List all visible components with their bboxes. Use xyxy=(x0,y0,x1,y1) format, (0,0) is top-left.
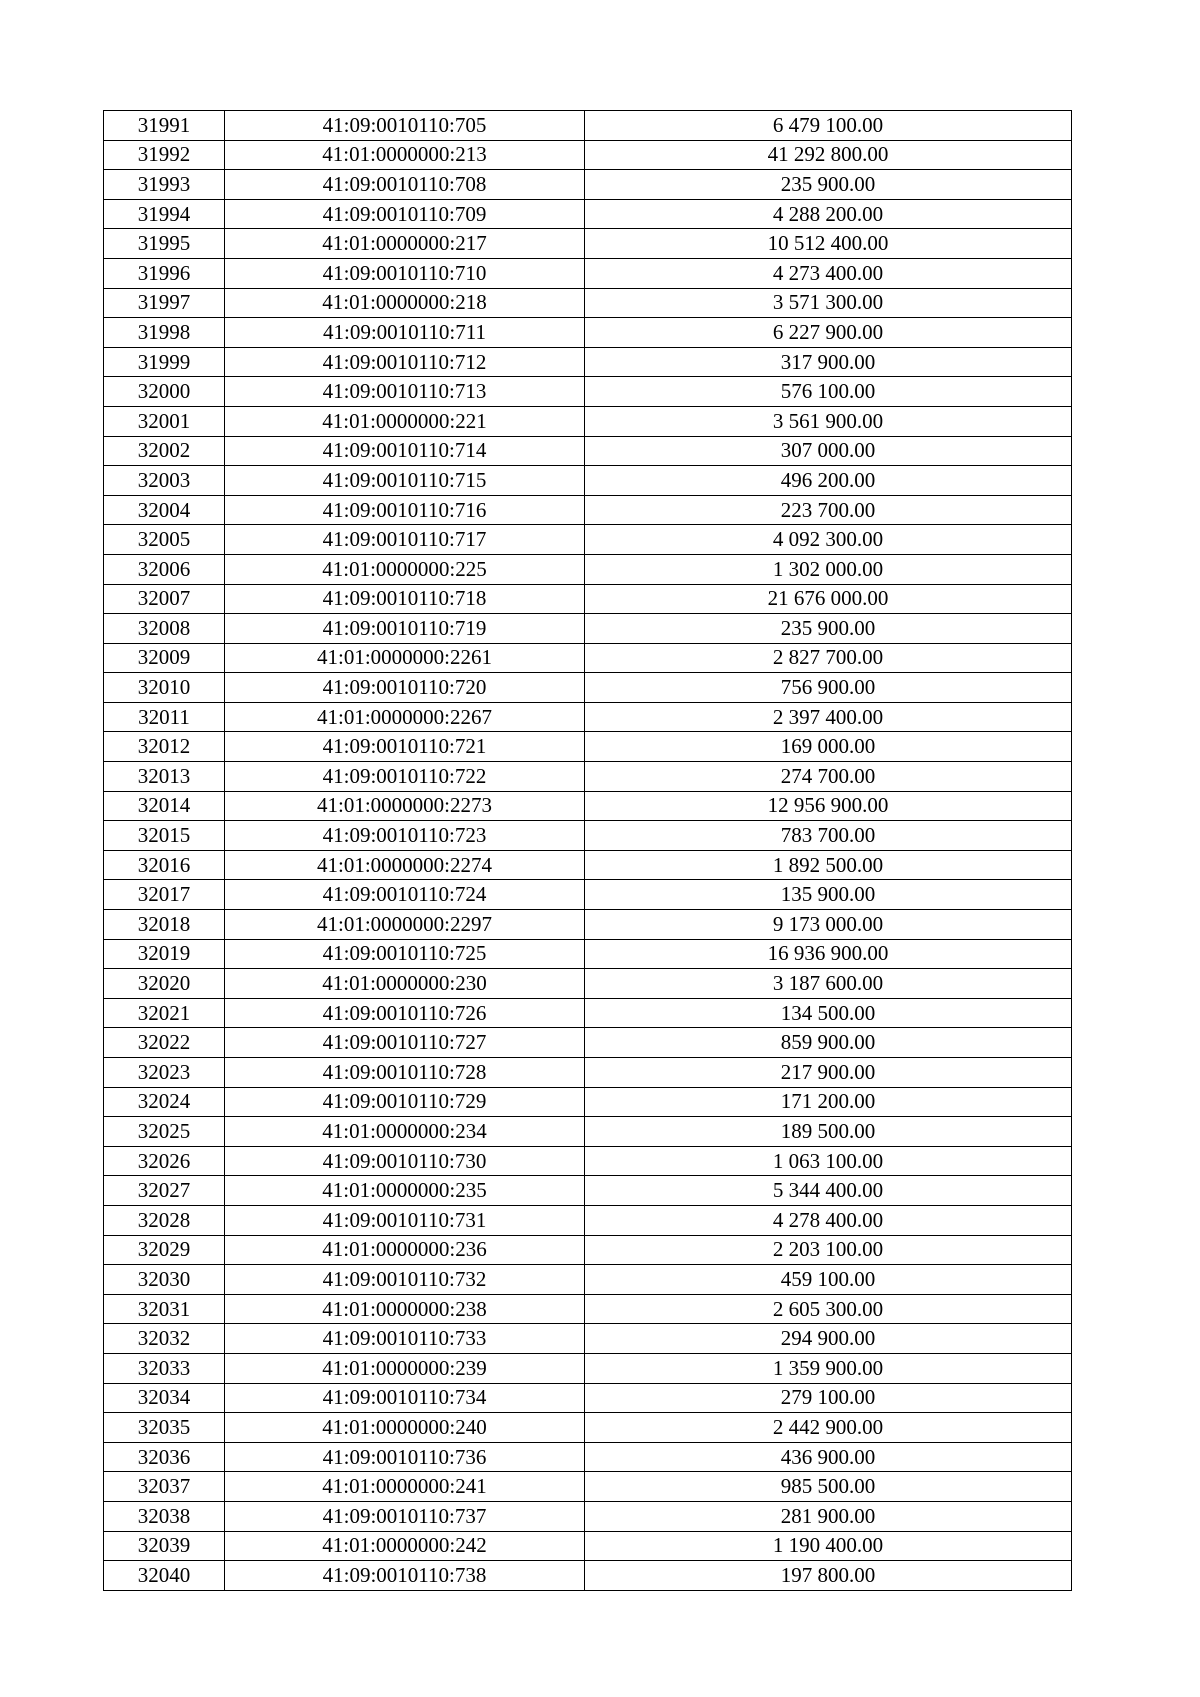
value-cell: 3 561 900.00 xyxy=(585,406,1072,436)
table-row xyxy=(104,525,1072,555)
table-row xyxy=(104,1324,1072,1354)
value-cell: 16 936 900.00 xyxy=(585,939,1072,969)
row-number-cell: 31993 xyxy=(104,170,225,200)
row-number-cell: 32012 xyxy=(104,732,225,762)
value-cell: 496 200.00 xyxy=(585,466,1072,496)
table-row xyxy=(104,880,1072,910)
cadastral-number-cell: 41:09:0010110:736 xyxy=(225,1442,585,1472)
value-cell: 756 900.00 xyxy=(585,673,1072,703)
table-row xyxy=(104,762,1072,792)
row-number-cell: 32033 xyxy=(104,1353,225,1383)
row-number-cell: 32028 xyxy=(104,1205,225,1235)
cadastral-number-cell: 41:09:0010110:721 xyxy=(225,732,585,762)
value-cell: 2 605 300.00 xyxy=(585,1294,1072,1324)
row-number-cell: 31996 xyxy=(104,258,225,288)
table-row xyxy=(104,1442,1072,1472)
cadastral-number-cell: 41:01:0000000:2297 xyxy=(225,910,585,940)
cadastral-number-cell: 41:09:0010110:720 xyxy=(225,673,585,703)
row-number-cell: 32006 xyxy=(104,554,225,584)
value-cell: 274 700.00 xyxy=(585,762,1072,792)
table-row xyxy=(104,1531,1072,1561)
table-row xyxy=(104,229,1072,259)
value-cell: 171 200.00 xyxy=(585,1087,1072,1117)
cadastral-number-cell: 41:01:0000000:239 xyxy=(225,1353,585,1383)
row-number-cell: 32021 xyxy=(104,998,225,1028)
row-number-cell: 32009 xyxy=(104,643,225,673)
table-row xyxy=(104,998,1072,1028)
row-number-cell: 31995 xyxy=(104,229,225,259)
value-cell: 4 092 300.00 xyxy=(585,525,1072,555)
value-cell: 317 900.00 xyxy=(585,347,1072,377)
value-cell: 2 827 700.00 xyxy=(585,643,1072,673)
row-number-cell: 32007 xyxy=(104,584,225,614)
row-number-cell: 31998 xyxy=(104,318,225,348)
table-row xyxy=(104,1117,1072,1147)
cadastral-number-cell: 41:09:0010110:725 xyxy=(225,939,585,969)
row-number-cell: 31992 xyxy=(104,140,225,170)
row-number-cell: 32022 xyxy=(104,1028,225,1058)
row-number-cell: 31994 xyxy=(104,199,225,229)
cadastral-number-cell: 41:09:0010110:737 xyxy=(225,1501,585,1531)
cadastral-number-cell: 41:01:0000000:230 xyxy=(225,969,585,999)
value-cell: 4 273 400.00 xyxy=(585,258,1072,288)
cadastral-number-cell: 41:09:0010110:710 xyxy=(225,258,585,288)
value-cell: 436 900.00 xyxy=(585,1442,1072,1472)
cadastral-number-cell: 41:09:0010110:723 xyxy=(225,821,585,851)
value-cell: 3 187 600.00 xyxy=(585,969,1072,999)
table-row xyxy=(104,1176,1072,1206)
value-cell: 41 292 800.00 xyxy=(585,140,1072,170)
cadastral-number-cell: 41:09:0010110:713 xyxy=(225,377,585,407)
cadastral-number-cell: 41:01:0000000:241 xyxy=(225,1472,585,1502)
row-number-cell: 32032 xyxy=(104,1324,225,1354)
value-cell: 2 203 100.00 xyxy=(585,1235,1072,1265)
table-row xyxy=(104,258,1072,288)
table-row xyxy=(104,1205,1072,1235)
value-cell: 1 063 100.00 xyxy=(585,1146,1072,1176)
row-number-cell: 32010 xyxy=(104,673,225,703)
row-number-cell: 32002 xyxy=(104,436,225,466)
value-cell: 217 900.00 xyxy=(585,1058,1072,1088)
row-number-cell: 32015 xyxy=(104,821,225,851)
table-row xyxy=(104,140,1072,170)
cadastral-number-cell: 41:09:0010110:709 xyxy=(225,199,585,229)
row-number-cell: 32000 xyxy=(104,377,225,407)
table-row xyxy=(104,850,1072,880)
cadastral-number-cell: 41:01:0000000:217 xyxy=(225,229,585,259)
value-cell: 235 900.00 xyxy=(585,170,1072,200)
table-row xyxy=(104,466,1072,496)
cadastral-number-cell: 41:09:0010110:715 xyxy=(225,466,585,496)
row-number-cell: 32001 xyxy=(104,406,225,436)
table-row xyxy=(104,436,1072,466)
row-number-cell: 32020 xyxy=(104,969,225,999)
table-row xyxy=(104,1146,1072,1176)
row-number-cell: 32025 xyxy=(104,1117,225,1147)
value-cell: 21 676 000.00 xyxy=(585,584,1072,614)
value-cell: 281 900.00 xyxy=(585,1501,1072,1531)
cadastral-number-cell: 41:01:0000000:221 xyxy=(225,406,585,436)
cadastral-number-cell: 41:09:0010110:705 xyxy=(225,111,585,141)
row-number-cell: 32035 xyxy=(104,1413,225,1443)
cadastral-number-cell: 41:01:0000000:2261 xyxy=(225,643,585,673)
value-cell: 12 956 900.00 xyxy=(585,791,1072,821)
cadastral-number-cell: 41:01:0000000:218 xyxy=(225,288,585,318)
cadastral-number-cell: 41:09:0010110:734 xyxy=(225,1383,585,1413)
row-number-cell: 31999 xyxy=(104,347,225,377)
cadastral-number-cell: 41:01:0000000:235 xyxy=(225,1176,585,1206)
table-row xyxy=(104,170,1072,200)
value-cell: 307 000.00 xyxy=(585,436,1072,466)
value-cell: 1 892 500.00 xyxy=(585,850,1072,880)
value-cell: 10 512 400.00 xyxy=(585,229,1072,259)
row-number-cell: 32011 xyxy=(104,702,225,732)
row-number-cell: 32037 xyxy=(104,1472,225,1502)
row-number-cell: 32019 xyxy=(104,939,225,969)
cadastral-number-cell: 41:01:0000000:2267 xyxy=(225,702,585,732)
cadastral-number-cell: 41:09:0010110:724 xyxy=(225,880,585,910)
table-row xyxy=(104,1028,1072,1058)
table-row xyxy=(104,1561,1072,1591)
cadastral-number-cell: 41:09:0010110:728 xyxy=(225,1058,585,1088)
value-cell: 6 227 900.00 xyxy=(585,318,1072,348)
value-cell: 4 288 200.00 xyxy=(585,199,1072,229)
cadastral-number-cell: 41:01:0000000:238 xyxy=(225,1294,585,1324)
table-body xyxy=(104,111,1072,1591)
value-cell: 2 397 400.00 xyxy=(585,702,1072,732)
table-row xyxy=(104,1235,1072,1265)
table-row xyxy=(104,554,1072,584)
table-row xyxy=(104,673,1072,703)
cadastral-number-cell: 41:01:0000000:2273 xyxy=(225,791,585,821)
cadastral-number-cell: 41:09:0010110:716 xyxy=(225,495,585,525)
value-cell: 4 278 400.00 xyxy=(585,1205,1072,1235)
value-cell: 1 302 000.00 xyxy=(585,554,1072,584)
value-cell: 134 500.00 xyxy=(585,998,1072,1028)
cadastral-value-table xyxy=(103,110,1072,1591)
row-number-cell: 31997 xyxy=(104,288,225,318)
value-cell: 223 700.00 xyxy=(585,495,1072,525)
table-row xyxy=(104,288,1072,318)
cadastral-number-cell: 41:01:0000000:234 xyxy=(225,1117,585,1147)
row-number-cell: 32027 xyxy=(104,1176,225,1206)
table-row xyxy=(104,406,1072,436)
table-row xyxy=(104,1087,1072,1117)
row-number-cell: 32024 xyxy=(104,1087,225,1117)
table-row xyxy=(104,1413,1072,1443)
value-cell: 459 100.00 xyxy=(585,1265,1072,1295)
row-number-cell: 32031 xyxy=(104,1294,225,1324)
value-cell: 294 900.00 xyxy=(585,1324,1072,1354)
value-cell: 9 173 000.00 xyxy=(585,910,1072,940)
row-number-cell: 32036 xyxy=(104,1442,225,1472)
value-cell: 169 000.00 xyxy=(585,732,1072,762)
table-row xyxy=(104,347,1072,377)
row-number-cell: 32013 xyxy=(104,762,225,792)
cadastral-number-cell: 41:09:0010110:729 xyxy=(225,1087,585,1117)
cadastral-number-cell: 41:09:0010110:714 xyxy=(225,436,585,466)
value-cell: 1 359 900.00 xyxy=(585,1353,1072,1383)
table-row xyxy=(104,939,1072,969)
cadastral-number-cell: 41:01:0000000:225 xyxy=(225,554,585,584)
table-row xyxy=(104,732,1072,762)
cadastral-number-cell: 41:01:0000000:236 xyxy=(225,1235,585,1265)
table-row xyxy=(104,791,1072,821)
table-row xyxy=(104,199,1072,229)
cadastral-number-cell: 41:09:0010110:738 xyxy=(225,1561,585,1591)
table-row xyxy=(104,584,1072,614)
row-number-cell: 32003 xyxy=(104,466,225,496)
value-cell: 6 479 100.00 xyxy=(585,111,1072,141)
cadastral-number-cell: 41:09:0010110:722 xyxy=(225,762,585,792)
row-number-cell: 32030 xyxy=(104,1265,225,1295)
value-cell: 189 500.00 xyxy=(585,1117,1072,1147)
cadastral-number-cell: 41:09:0010110:730 xyxy=(225,1146,585,1176)
document-table-container xyxy=(103,110,1072,1591)
row-number-cell: 32014 xyxy=(104,791,225,821)
table-row xyxy=(104,318,1072,348)
row-number-cell: 31991 xyxy=(104,111,225,141)
row-number-cell: 32004 xyxy=(104,495,225,525)
row-number-cell: 32026 xyxy=(104,1146,225,1176)
table-row xyxy=(104,377,1072,407)
row-number-cell: 32018 xyxy=(104,910,225,940)
cadastral-number-cell: 41:09:0010110:717 xyxy=(225,525,585,555)
cadastral-number-cell: 41:01:0000000:2274 xyxy=(225,850,585,880)
table-row xyxy=(104,1058,1072,1088)
cadastral-number-cell: 41:09:0010110:711 xyxy=(225,318,585,348)
table-row xyxy=(104,1265,1072,1295)
value-cell: 783 700.00 xyxy=(585,821,1072,851)
cadastral-number-cell: 41:09:0010110:732 xyxy=(225,1265,585,1295)
table-row xyxy=(104,1472,1072,1502)
table-row xyxy=(104,702,1072,732)
cadastral-number-cell: 41:09:0010110:726 xyxy=(225,998,585,1028)
row-number-cell: 32038 xyxy=(104,1501,225,1531)
value-cell: 1 190 400.00 xyxy=(585,1531,1072,1561)
value-cell: 985 500.00 xyxy=(585,1472,1072,1502)
value-cell: 2 442 900.00 xyxy=(585,1413,1072,1443)
cadastral-number-cell: 41:09:0010110:727 xyxy=(225,1028,585,1058)
table-row xyxy=(104,821,1072,851)
table-row xyxy=(104,1353,1072,1383)
cadastral-number-cell: 41:01:0000000:240 xyxy=(225,1413,585,1443)
row-number-cell: 32023 xyxy=(104,1058,225,1088)
table-row xyxy=(104,614,1072,644)
table-row xyxy=(104,111,1072,141)
cadastral-number-cell: 41:01:0000000:242 xyxy=(225,1531,585,1561)
row-number-cell: 32017 xyxy=(104,880,225,910)
table-row xyxy=(104,1383,1072,1413)
value-cell: 197 800.00 xyxy=(585,1561,1072,1591)
value-cell: 3 571 300.00 xyxy=(585,288,1072,318)
value-cell: 135 900.00 xyxy=(585,880,1072,910)
row-number-cell: 32040 xyxy=(104,1561,225,1591)
table-row xyxy=(104,969,1072,999)
row-number-cell: 32034 xyxy=(104,1383,225,1413)
row-number-cell: 32029 xyxy=(104,1235,225,1265)
value-cell: 859 900.00 xyxy=(585,1028,1072,1058)
cadastral-number-cell: 41:09:0010110:708 xyxy=(225,170,585,200)
table-row xyxy=(104,910,1072,940)
row-number-cell: 32039 xyxy=(104,1531,225,1561)
table-row xyxy=(104,495,1072,525)
cadastral-number-cell: 41:09:0010110:719 xyxy=(225,614,585,644)
row-number-cell: 32016 xyxy=(104,850,225,880)
cadastral-number-cell: 41:09:0010110:731 xyxy=(225,1205,585,1235)
value-cell: 235 900.00 xyxy=(585,614,1072,644)
cadastral-number-cell: 41:09:0010110:712 xyxy=(225,347,585,377)
value-cell: 279 100.00 xyxy=(585,1383,1072,1413)
row-number-cell: 32008 xyxy=(104,614,225,644)
table-row xyxy=(104,1501,1072,1531)
row-number-cell: 32005 xyxy=(104,525,225,555)
table-row xyxy=(104,643,1072,673)
value-cell: 5 344 400.00 xyxy=(585,1176,1072,1206)
value-cell: 576 100.00 xyxy=(585,377,1072,407)
cadastral-number-cell: 41:09:0010110:733 xyxy=(225,1324,585,1354)
table-row xyxy=(104,1294,1072,1324)
cadastral-number-cell: 41:09:0010110:718 xyxy=(225,584,585,614)
cadastral-number-cell: 41:01:0000000:213 xyxy=(225,140,585,170)
